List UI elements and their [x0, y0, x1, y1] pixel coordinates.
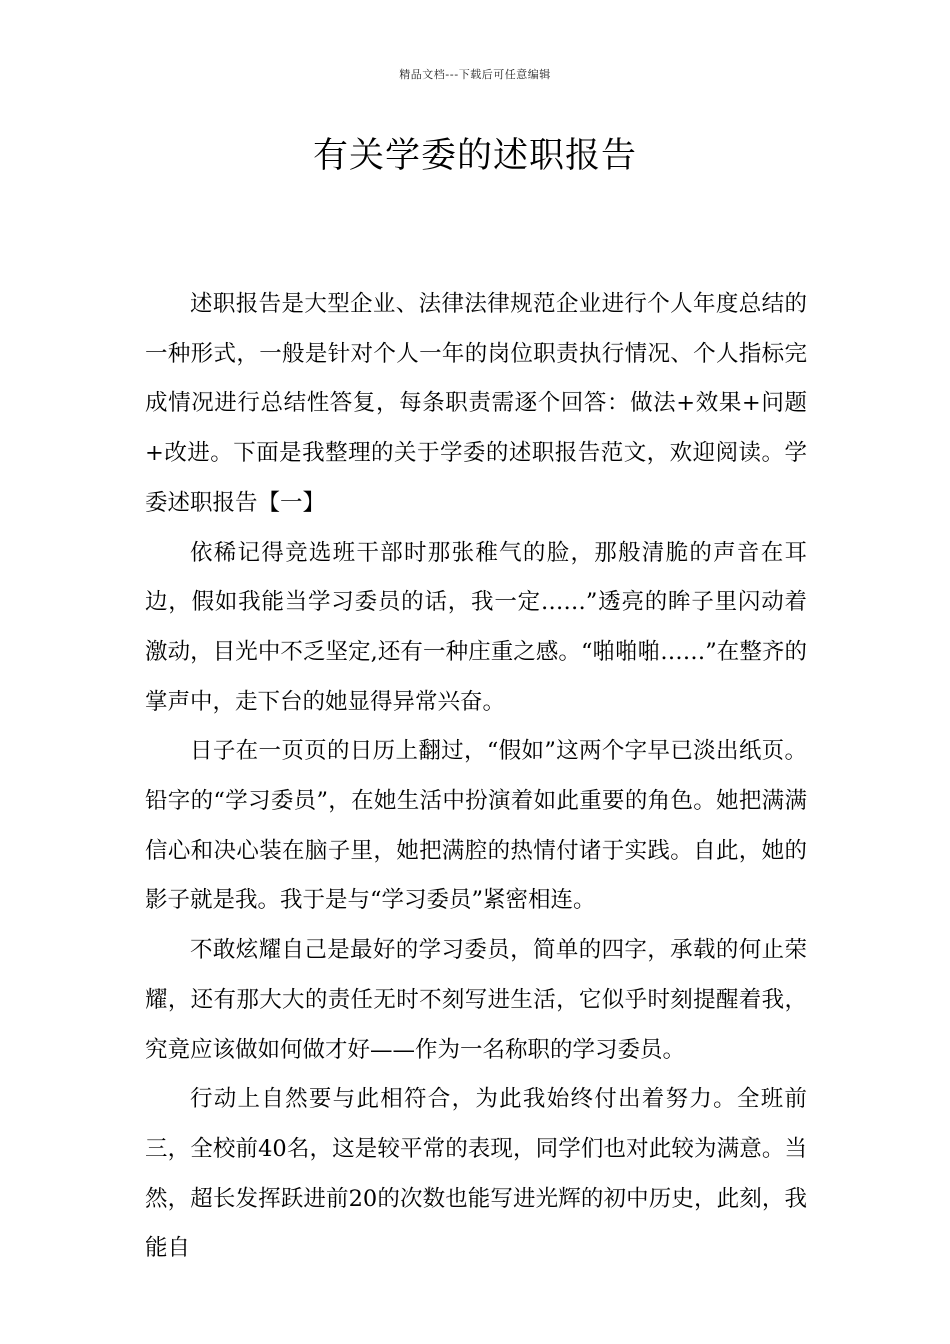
document-title: 有关学委的述职报告 — [312, 136, 637, 176]
paragraph-2: 依稀记得竞选班干部时那张稚气的脸，那般清脆的声音在耳边，假如我能当学习委员的话，我一定……”透亮的眸子里闪动着激动，目光中不乏坚定,还有一种庄重之感。“啪啪啪……”在整齐的掌声中，走下台的她显得异常兴奋。 — [145, 539, 807, 715]
paragraph-3: 日子在一页页的日历上翻过，“假如”这两个字早已淡出纸页。铅字的“学习委员”，在她生活中扮演着如此重要的角色。她把满满信心和决心装在脑子里，她把满腔的热情付诸于实践。自此，她的影子就是我。我于是与“学习委员”紧密相连。 — [145, 738, 807, 914]
paragraph-1: 述职报告是大型企业、法律法律规范企业进行个人年度总结的一种形式，一般是针对个人一年的岗位职责执行情况、个人指标完成情况进行总结性答复，每条职责需逐个回答：做法+效果+问题+改进。下面是我整理的关于学委的述职报告范文，欢迎阅读。学委述职报告【一】 — [145, 291, 807, 516]
paragraph-5: 行动上自然要与此相符合，为此我始终付出着努力。全班前三，全校前40名，这是较平常的表现，同学们也对此较为满意。当然，超长发挥跃进前20的次数也能写进光辉的初中历史，此刻，我能自 — [145, 1086, 807, 1262]
document-body — [145, 280, 807, 1274]
page-header: 精品文档---下载后可任意编辑 — [399, 68, 551, 81]
paragraph-4: 不敢炫耀自己是最好的学习委员，简单的四字，承载的何止荣耀，还有那大大的责任无时不刻写进生活，它似乎时刻提醒着我，究竟应该做如何做才好——作为一名称职的学习委员。 — [145, 937, 807, 1063]
